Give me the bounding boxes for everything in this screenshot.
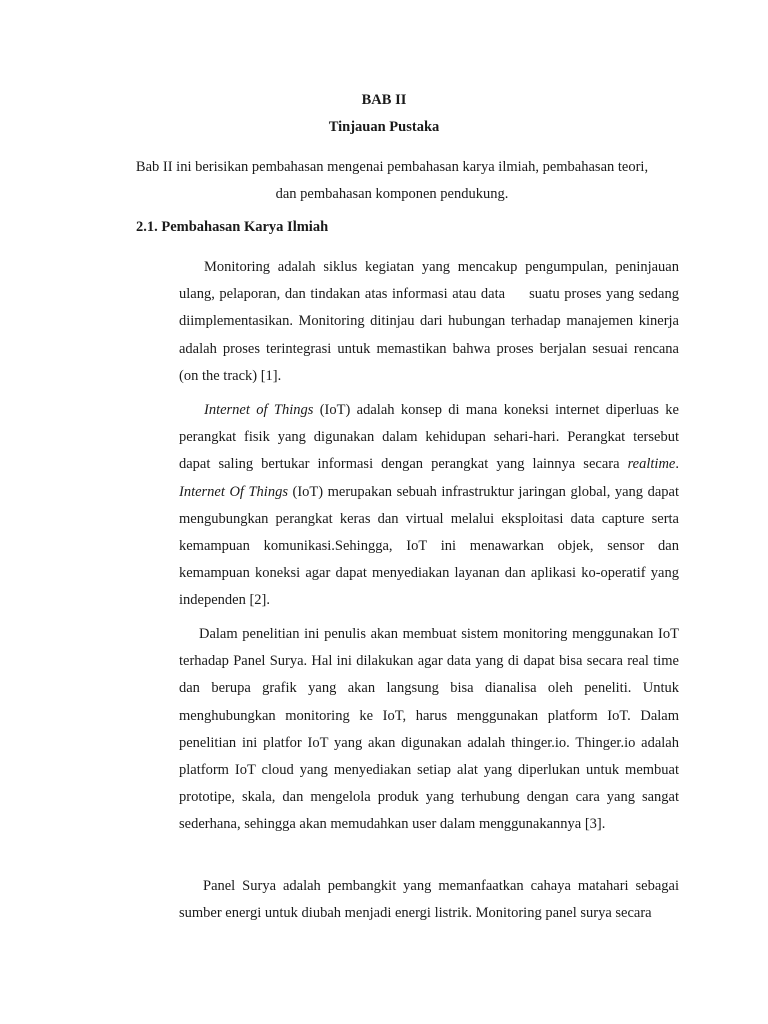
paragraph-solar-panel: Panel Surya adalah pembangkit yang memanfaatkan cahaya matahari sebagai sumber energi untuk diubah menjadi energi listrik. Monitoring panel surya secara — [179, 878, 679, 922]
realtime-term: realtime — [627, 456, 676, 473]
paragraph-iot-part1: (IoT) adalah konsep di mana koneksi internet diperluas ke perangkat fisik yang digunakan dalam kehidupan sehari-hari. Perangkat tersebut dapat saling bertukar informasi dengan perangkat yang lainnya secara — [179, 402, 679, 473]
paragraph-monitoring-part2: suatu proses yang sedang diimplementasikan. Monitoring ditinjau dari hubungan terhadap manajemen kinerja adalah proses terintegrasi untuk memastikan bahwa proses berjalan sesuai rencana (on the track) [1]. — [179, 286, 679, 384]
paragraph-monitoring — [179, 254, 679, 390]
chapter-title: Tinjauan Pustaka — [328, 119, 440, 135]
paragraph-iot — [179, 397, 679, 615]
section-heading: 2.1. Pembahasan Karya Ilmiah — [136, 219, 329, 235]
paragraph-iot-part2: . — [675, 456, 679, 473]
paragraph-research: Dalam penelitian ini penulis akan membuat sistem monitoring menggunakan IoT terhadap Panel Surya. Hal ini dilakukan agar data yang di dapat bisa secara real time dan berupa grafik yang akan langsung bisa dianalisa oleh peneliti. Untuk menghubungkan monitoring ke IoT, harus menggunakan platform IoT. Dalam penelitian ini platfor IoT yang akan digunakan adalah thinger.io. Thinger.io adalah platform IoT cloud yang menyediakan setiap alat yang diperlukan untuk membuat prototipe, skala, dan mengelola produk yang terhubung dengan cara yang sangat sederhana, sehingga akan memudahkan user dalam menggunakannya [3]. — [179, 626, 679, 833]
chapter-intro: Bab II ini berisikan pembahasan mengenai pembahasan karya ilmiah, pembahasan teori, dan pembahasan komponen pendukung. — [135, 159, 649, 202]
paragraph-iot-part3: (IoT) merupakan sebuah infrastruktur jaringan global, yang dapat mengubungkan perangkat keras dan virtual melalui eksploitasi data capture serta kemampuan komunikasi.Sehingga, IoT ini menawarkan objek, sensor dan kemampuan koneksi agar dapat menyediakan layanan dan aplikasi ko-operatif yang independen [2]. — [179, 483, 679, 609]
paragraph-monitoring-part1: Monitoring adalah siklus kegiatan yang mencakup pengumpulan, peninjauan ulang, pelaporan, dan tindakan atas informasi atau data — [179, 259, 679, 303]
iot-term-2: Internet Of Things — [179, 483, 288, 500]
iot-term: Internet of Things — [204, 402, 314, 418]
chapter-number: BAB II — [361, 92, 407, 108]
